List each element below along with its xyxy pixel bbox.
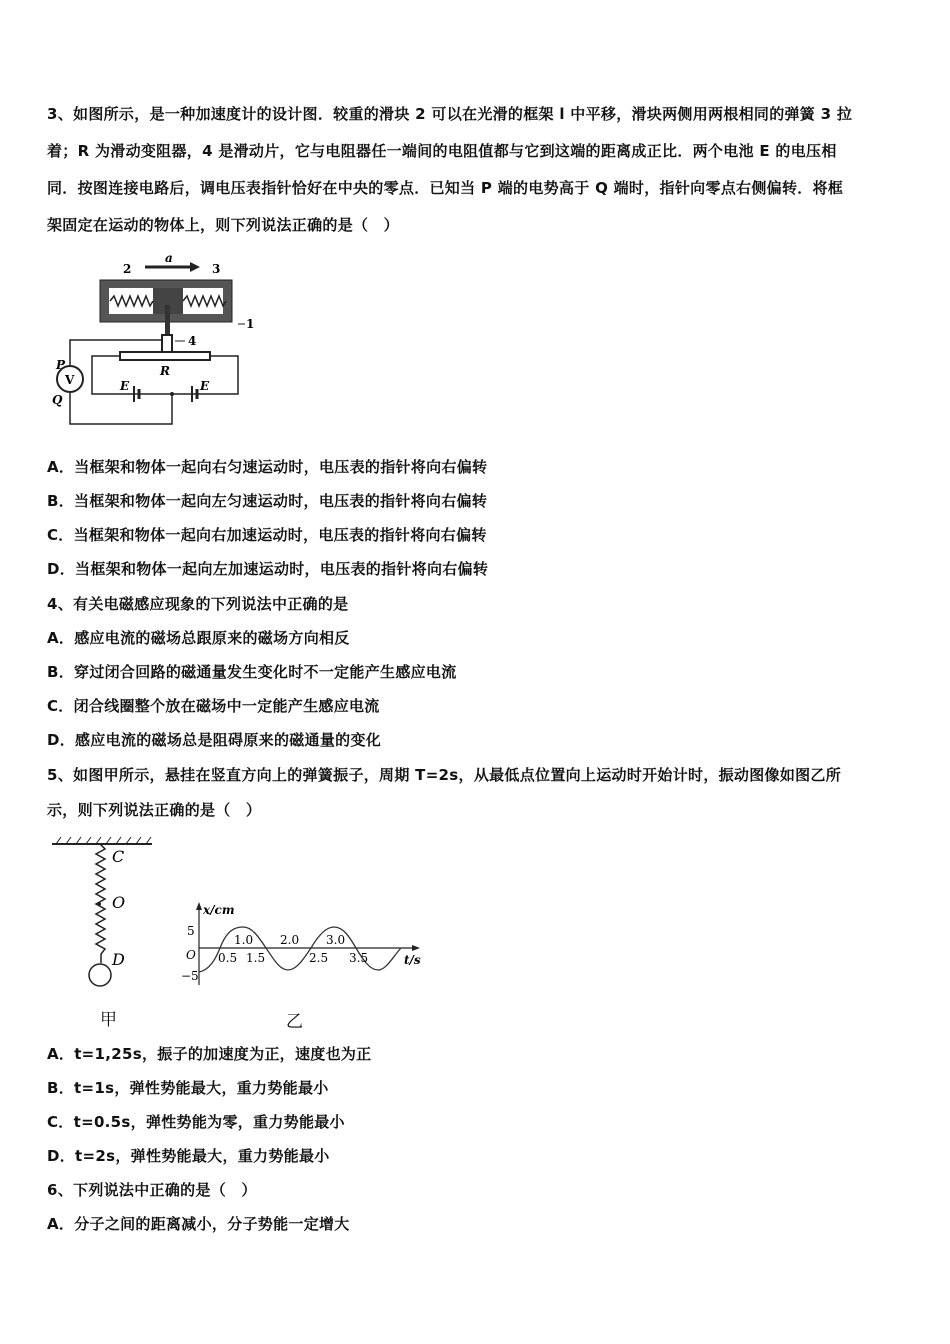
q3-option-d[interactable]: D．当框架和物体一起向左加速运动时，电压表的指针将向右偏转 — [47, 560, 489, 578]
x-axis-label: t/s — [404, 953, 421, 967]
q5-line: 5、如图甲所示，悬挂在竖直方向上的弹簧振子，周期 T=2s，从最低点位置向上运动时开始计时，振动图像如图乙所 — [47, 766, 842, 784]
label-E-right: E — [200, 379, 210, 393]
ball-icon — [89, 964, 111, 986]
x-tick: 2.5 — [309, 951, 329, 965]
spring-oscillator-figure — [40, 830, 440, 1000]
label-2: 2 — [123, 262, 132, 276]
origin-label: O — [186, 948, 196, 962]
label-R: R — [160, 364, 170, 378]
label-D: D — [112, 950, 125, 969]
x-tick: 3.5 — [349, 951, 369, 965]
x-tick: 2.0 — [280, 933, 300, 947]
q5-line: 示，则下列说法正确的是（ ） — [47, 801, 262, 819]
label-P: P — [56, 358, 66, 372]
label-Q: Q — [52, 393, 63, 407]
q3-line: 同．按图连接电路后，调电压表指针恰好在中央的零点．已知当 P 端的电势高于 Q 端时，指针向零点右侧偏转．将框 — [47, 179, 844, 197]
q4-option-d[interactable]: D．感应电流的磁场总是阻碍原来的磁通量的变化 — [47, 731, 382, 749]
sine-curve — [199, 927, 401, 972]
y-tick: 5 — [187, 924, 195, 938]
q3-option-a[interactable]: A．当框架和物体一起向右匀速运动时，电压表的指针将向右偏转 — [47, 458, 488, 476]
q6-stem: 6、下列说法中正确的是（ ） — [47, 1181, 257, 1199]
x-tick: 1.0 — [234, 933, 254, 947]
x-tick: 0.5 — [218, 951, 238, 965]
q4-stem: 4、有关电磁感应现象的下列说法中正确的是 — [47, 595, 349, 613]
label-O: O — [112, 893, 126, 912]
q3-line: 架固定在运动的物体上，则下列说法正确的是（ ） — [47, 216, 399, 234]
q3-option-b[interactable]: B．当框架和物体一起向左匀速运动时，电压表的指针将向右偏转 — [47, 492, 488, 510]
q5-option-a[interactable]: A．t=1,25s，振子的加速度为正，速度也为正 — [47, 1045, 372, 1063]
q3-line: 着；R 为滑动变阻器，4 是滑动片，它与电阻器任一端间的电阻值都与它到这端的距离成正比．两个电池 E 的电压相 — [47, 142, 837, 160]
x-tick: 1.5 — [246, 951, 266, 965]
q5-option-b[interactable]: B．t=1s，弹性势能最大，重力势能最小 — [47, 1079, 329, 1097]
label-1: 1 — [246, 317, 255, 331]
label-4: 4 — [188, 334, 197, 348]
label-V: V — [65, 373, 75, 387]
q4-option-b[interactable]: B．穿过闭合回路的磁通量发生变化时不一定能产生感应电流 — [47, 663, 457, 681]
q4-option-a[interactable]: A．感应电流的磁场总跟原来的磁场方向相反 — [47, 629, 350, 647]
q3-option-c[interactable]: C．当框架和物体一起向右加速运动时，电压表的指针将向右偏转 — [47, 526, 487, 544]
y-axis-label: x/cm — [203, 903, 235, 917]
label-E-left: E — [120, 379, 130, 393]
label-3: 3 — [212, 262, 221, 276]
q5-option-c[interactable]: C．t=0.5s，弹性势能为零，重力势能最小 — [47, 1113, 345, 1131]
label-a: a — [165, 251, 173, 265]
label-C: C — [112, 847, 125, 866]
q6-option-a[interactable]: A．分子之间的距离减小，分子势能一定增大 — [47, 1215, 350, 1233]
figure-caption-jia: 甲 — [100, 1010, 117, 1030]
y-tick: −5 — [181, 969, 199, 983]
x-tick: 3.0 — [326, 933, 346, 947]
figure-caption-yi: 乙 — [286, 1012, 303, 1032]
q5-option-d[interactable]: D．t=2s，弹性势能最大，重力势能最小 — [47, 1147, 330, 1165]
q4-option-c[interactable]: C．闭合线圈整个放在磁场中一定能产生感应电流 — [47, 697, 380, 715]
accelerometer-diagram — [40, 240, 270, 430]
q3-line: 3、如图所示，是一种加速度计的设计图．较重的滑块 2 可以在光滑的框架 l 中平移，滑块两侧用两根相同的弹簧 3 拉 — [47, 105, 853, 123]
